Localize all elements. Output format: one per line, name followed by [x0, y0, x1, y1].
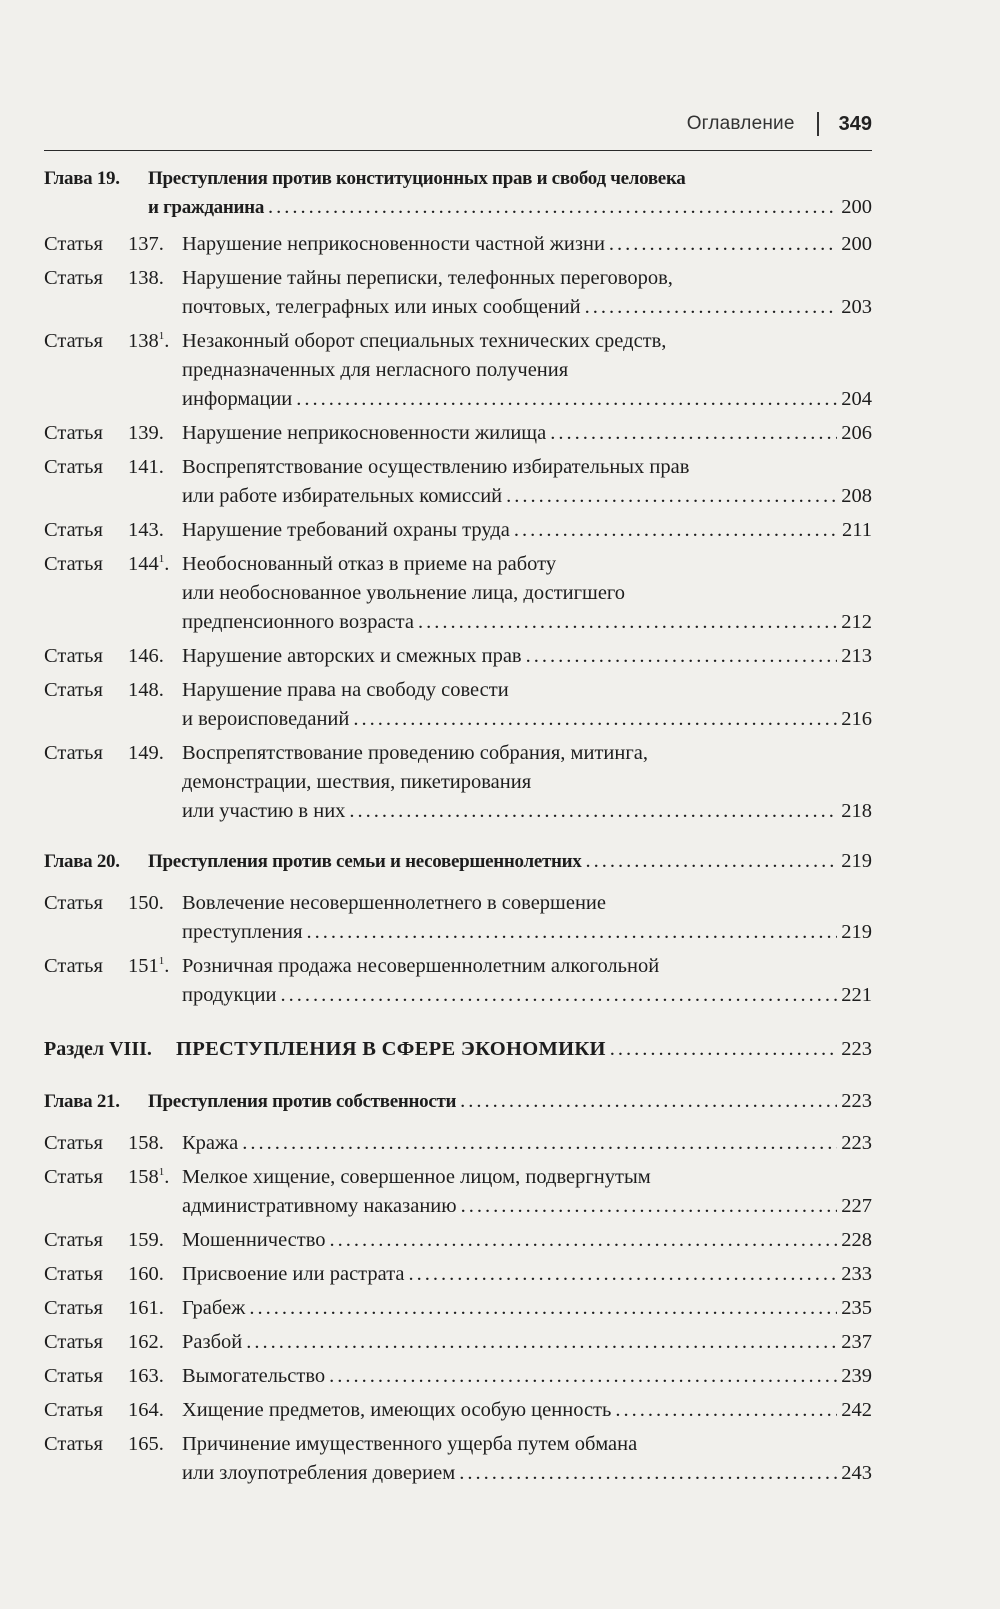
article-entry [44, 1362, 872, 1391]
article-number: Статья 150. [44, 889, 182, 918]
article-num: 139 [128, 422, 159, 444]
article-entry [44, 1129, 872, 1158]
article-word: Статья [44, 1132, 103, 1154]
article-number: Статья $158^1$. [44, 1163, 182, 1192]
title-line-last [182, 293, 872, 322]
title-line: Воспрепятствование проведению собрания, митинга, [182, 742, 648, 764]
article-title [182, 516, 872, 545]
toc-page-number: 208 [841, 485, 872, 507]
running-head-separator [817, 112, 819, 136]
article-num: 143 [128, 519, 159, 541]
toc-page-number: 237 [841, 1331, 872, 1353]
toc-page-number: 243 [841, 1462, 872, 1484]
title-line-last [148, 1087, 872, 1116]
article-number: Статья 160. [44, 1260, 182, 1289]
article-word: Статья [44, 1365, 103, 1387]
article-number: Статья 158. [44, 1129, 182, 1158]
title-line: демонстрации, шествия, пикетирования [182, 771, 532, 793]
title-line-last [176, 1035, 872, 1064]
article-title [182, 1163, 872, 1221]
article-word: Статья [44, 1433, 103, 1455]
dot-leader [418, 608, 837, 637]
article-word: Статья [44, 553, 103, 575]
article-title [182, 1226, 872, 1255]
title-line: Нарушение права на свободу совести [182, 679, 509, 701]
article-title [182, 550, 872, 637]
dot-leader [268, 193, 837, 222]
chapter-entry [44, 847, 872, 876]
title-line-last [182, 385, 872, 414]
article-title [182, 1328, 872, 1357]
article-number: Статья $151^1$. [44, 952, 182, 981]
title-line-last [182, 1260, 872, 1289]
article-number: Статья 165. [44, 1430, 182, 1459]
toc-page-number: 227 [841, 1195, 872, 1217]
title-line-last [182, 230, 872, 259]
article-num: 159 [128, 1229, 159, 1251]
toc-page-number: 218 [841, 800, 872, 822]
article-title [182, 1396, 872, 1425]
dot-leader [609, 230, 837, 259]
title-line-last [182, 981, 872, 1010]
title-line-last [182, 918, 872, 947]
article-word: Статья [44, 233, 103, 255]
dot-leader [586, 847, 838, 876]
toc-page-number: 219 [841, 921, 872, 943]
dot-leader [460, 1087, 837, 1116]
dot-leader [349, 797, 837, 826]
dot-leader [585, 293, 838, 322]
chapter-title [148, 847, 872, 876]
article-entry [44, 739, 872, 826]
article-entry [44, 952, 872, 1010]
title-line: Необоснованный отказ в приеме на работу [182, 553, 557, 575]
article-entry [44, 1396, 872, 1425]
article-num: 150 [128, 892, 159, 914]
title-line: Нарушение тайны переписки, телефонных переговоров, [182, 267, 673, 289]
toc-page-number: 206 [841, 422, 872, 444]
article-word: Статья [44, 679, 103, 701]
article-num: 137 [128, 233, 159, 255]
article-title [182, 1260, 872, 1289]
title-text: Вымогательство [182, 1365, 326, 1387]
article-number: Статья 143. [44, 516, 182, 545]
article-entry [44, 1430, 872, 1488]
toc-page-number: 211 [842, 519, 872, 541]
dot-leader [526, 642, 838, 671]
article-title [182, 1430, 872, 1488]
title-text: или работе избирательных комиссий [182, 485, 503, 507]
article-number: Статья 141. [44, 453, 182, 482]
article-entry [44, 1294, 872, 1323]
chapter-number: Глава 19. [44, 168, 120, 189]
title-text: или участию в них [182, 800, 346, 822]
title-text: и гражданина [148, 197, 265, 218]
article-superscript: 1 [158, 955, 165, 968]
title-text: Мошенничество [182, 1229, 326, 1251]
article-title [182, 642, 872, 671]
article-entry [44, 1260, 872, 1289]
article-num: 158 [128, 1166, 159, 1188]
article-title [182, 1129, 872, 1158]
title-line: Розничная продажа несовершеннолетним алкогольной [182, 955, 660, 977]
title-text: Грабеж [182, 1297, 246, 1319]
title-text: ПРЕСТУПЛЕНИЯ В СФЕРЕ ЭКОНОМИКИ [176, 1038, 606, 1060]
article-superscript: 1 [158, 1166, 165, 1179]
article-entry [44, 419, 872, 448]
title-line: Воспрепятствование осуществлению избирательных прав [182, 456, 690, 478]
article-word: Статья [44, 519, 103, 541]
article-entry [44, 264, 872, 322]
article-title [182, 1294, 872, 1323]
section-title [176, 1035, 872, 1064]
title-text: Кража [182, 1132, 239, 1154]
toc-page-number: 203 [841, 296, 872, 318]
title-text: административному наказанию [182, 1195, 457, 1217]
article-number: Статья 162. [44, 1328, 182, 1357]
article-num: 138 [128, 330, 159, 352]
dot-leader [307, 918, 838, 947]
article-num: 151 [128, 955, 159, 977]
title-line: Незаконный оборот специальных технических средств, [182, 330, 667, 352]
article-num: 163 [128, 1365, 159, 1387]
article-entry [44, 1328, 872, 1357]
article-num: 161 [128, 1297, 159, 1319]
title-text: информации [182, 388, 293, 410]
toc-page-number: 242 [841, 1399, 872, 1421]
article-number: Статья 163. [44, 1362, 182, 1391]
toc-page-number: 216 [841, 708, 872, 730]
chapter-number: Глава 21. [44, 1091, 120, 1112]
title-line-last [148, 193, 872, 222]
dot-leader [329, 1362, 837, 1391]
article-number: Статья $138^1$. [44, 327, 182, 356]
table-of-contents [44, 164, 872, 1488]
title-text: Разбой [182, 1331, 243, 1353]
dot-leader [409, 1260, 838, 1289]
article-title [182, 453, 872, 511]
article-title [182, 1362, 872, 1391]
dot-leader [459, 1459, 837, 1488]
article-num: 160 [128, 1263, 159, 1285]
toc-page-number: 223 [841, 1132, 872, 1154]
article-title [182, 952, 872, 1010]
article-entry [44, 327, 872, 414]
article-num: 165 [128, 1433, 159, 1455]
article-entry [44, 516, 872, 545]
article-number: Статья 149. [44, 739, 182, 768]
title-line-last [182, 1192, 872, 1221]
title-line-last [182, 1396, 872, 1425]
toc-page-number: 228 [841, 1229, 872, 1251]
article-number: Статья 138. [44, 264, 182, 293]
title-line: или необоснованное увольнение лица, достигшего [182, 582, 626, 604]
article-word: Статья [44, 1166, 103, 1188]
title-text: Присвоение или растрата [182, 1263, 405, 1285]
article-num: 138 [128, 267, 159, 289]
article-entry [44, 1163, 872, 1221]
chapter-title [148, 164, 872, 222]
article-title [182, 676, 872, 734]
dot-leader [610, 1035, 837, 1064]
chapter-title [148, 1087, 872, 1116]
title-line: Преступления против конституционных прав и свобод человека [148, 168, 686, 189]
article-entry [44, 230, 872, 259]
article-number: Статья 148. [44, 676, 182, 705]
toc-page-number: 212 [841, 611, 872, 633]
article-entry [44, 676, 872, 734]
title-line-last [182, 1362, 872, 1391]
toc-page-number: 221 [841, 984, 872, 1006]
toc-page-number: 200 [841, 196, 872, 218]
title-text: Нарушение неприкосновенности частной жизни [182, 233, 605, 255]
title-line-last [148, 847, 872, 876]
title-text: Преступления против собственности [148, 1091, 457, 1112]
toc-page-number: 200 [841, 233, 872, 255]
dot-leader [280, 981, 837, 1010]
dot-leader [550, 419, 837, 448]
article-title [182, 419, 872, 448]
article-word: Статья [44, 1263, 103, 1285]
dot-leader [242, 1129, 837, 1158]
dot-leader [514, 516, 838, 545]
title-text: предпенсионного возраста [182, 611, 414, 633]
title-line-last [182, 797, 872, 826]
article-num: 148 [128, 679, 159, 701]
article-title [182, 264, 872, 322]
article-word: Статья [44, 955, 103, 977]
title-line-last [182, 1129, 872, 1158]
title-line-last [182, 482, 872, 511]
dot-leader [246, 1328, 837, 1357]
dot-leader [353, 705, 837, 734]
dot-leader [461, 1192, 838, 1221]
article-num: 164 [128, 1399, 159, 1421]
title-line-last [182, 1459, 872, 1488]
article-num: 158 [128, 1132, 159, 1154]
dot-leader [506, 482, 837, 511]
dot-leader [615, 1396, 837, 1425]
title-text: или злоупотребления доверием [182, 1462, 456, 1484]
title-line-last [182, 705, 872, 734]
toc-page-number: 239 [841, 1365, 872, 1387]
article-num: 149 [128, 742, 159, 764]
article-title [182, 739, 872, 826]
section-entry [44, 1035, 872, 1064]
title-text: Преступления против семьи и несовершеннолетних [148, 851, 582, 872]
toc-page-number: 204 [841, 388, 872, 410]
article-title [182, 327, 872, 414]
article-entry [44, 889, 872, 947]
article-title [182, 889, 872, 947]
article-entry [44, 453, 872, 511]
article-word: Статья [44, 1297, 103, 1319]
section-number: Раздел VIII. [44, 1038, 152, 1060]
title-line-last [182, 642, 872, 671]
article-num: 141 [128, 456, 159, 478]
title-text: преступления [182, 921, 303, 943]
article-number: Статья 146. [44, 642, 182, 671]
article-superscript: 1 [158, 553, 165, 566]
article-superscript: 1 [158, 330, 165, 343]
title-text: Нарушение требований охраны труда [182, 519, 510, 541]
dot-leader [330, 1226, 838, 1255]
article-entry [44, 550, 872, 637]
article-number: Статья 161. [44, 1294, 182, 1323]
article-number: Статья 139. [44, 419, 182, 448]
article-word: Статья [44, 892, 103, 914]
article-word: Статья [44, 645, 103, 667]
article-num: 144 [128, 553, 159, 575]
article-word: Статья [44, 742, 103, 764]
dot-leader [296, 385, 837, 414]
title-line-last [182, 1328, 872, 1357]
title-line-last [182, 1226, 872, 1255]
chapter-entry [44, 164, 872, 222]
toc-page-number: 235 [841, 1297, 872, 1319]
title-text: почтовых, телеграфных или иных сообщений [182, 296, 581, 318]
article-number: Статья 159. [44, 1226, 182, 1255]
article-word: Статья [44, 1399, 103, 1421]
running-head-title: Оглавление [686, 113, 795, 134]
article-entry [44, 642, 872, 671]
toc-page-number: 223 [841, 1038, 872, 1060]
article-entry [44, 1226, 872, 1255]
page-number: 349 [838, 112, 872, 135]
article-word: Статья [44, 456, 103, 478]
article-title [182, 230, 872, 259]
toc-page-number: 219 [841, 850, 872, 872]
title-text: и вероисповеданий [182, 708, 350, 730]
title-text: Нарушение неприкосновенности жилища [182, 422, 547, 444]
title-line-last [182, 419, 872, 448]
chapter-entry [44, 1087, 872, 1116]
article-num: 146 [128, 645, 159, 667]
article-number: Статья 137. [44, 230, 182, 259]
title-line-last [182, 1294, 872, 1323]
article-number: Статья $144^1$. [44, 550, 182, 579]
running-head [44, 104, 872, 151]
title-line: Причинение имущественного ущерба путем обмана [182, 1433, 638, 1455]
article-word: Статья [44, 1229, 103, 1251]
article-word: Статья [44, 422, 103, 444]
title-line: Вовлечение несовершеннолетнего в совершение [182, 892, 606, 914]
article-word: Статья [44, 1331, 103, 1353]
chapter-number: Глава 20. [44, 851, 120, 872]
toc-page-number: 233 [841, 1263, 872, 1285]
dot-leader [249, 1294, 837, 1323]
title-text: Хищение предметов, имеющих особую ценность [182, 1399, 612, 1421]
title-line-last [182, 608, 872, 637]
article-num: 162 [128, 1331, 159, 1353]
title-text: Нарушение авторских и смежных прав [182, 645, 522, 667]
title-line-last [182, 516, 872, 545]
article-word: Статья [44, 267, 103, 289]
title-line: Мелкое хищение, совершенное лицом, подвергнутым [182, 1166, 651, 1188]
article-word: Статья [44, 330, 103, 352]
title-line: предназначенных для негласного получения [182, 359, 569, 381]
toc-page-number: 223 [841, 1090, 872, 1112]
title-text: продукции [182, 984, 277, 1006]
article-number: Статья 164. [44, 1396, 182, 1425]
toc-page-number: 213 [841, 645, 872, 667]
